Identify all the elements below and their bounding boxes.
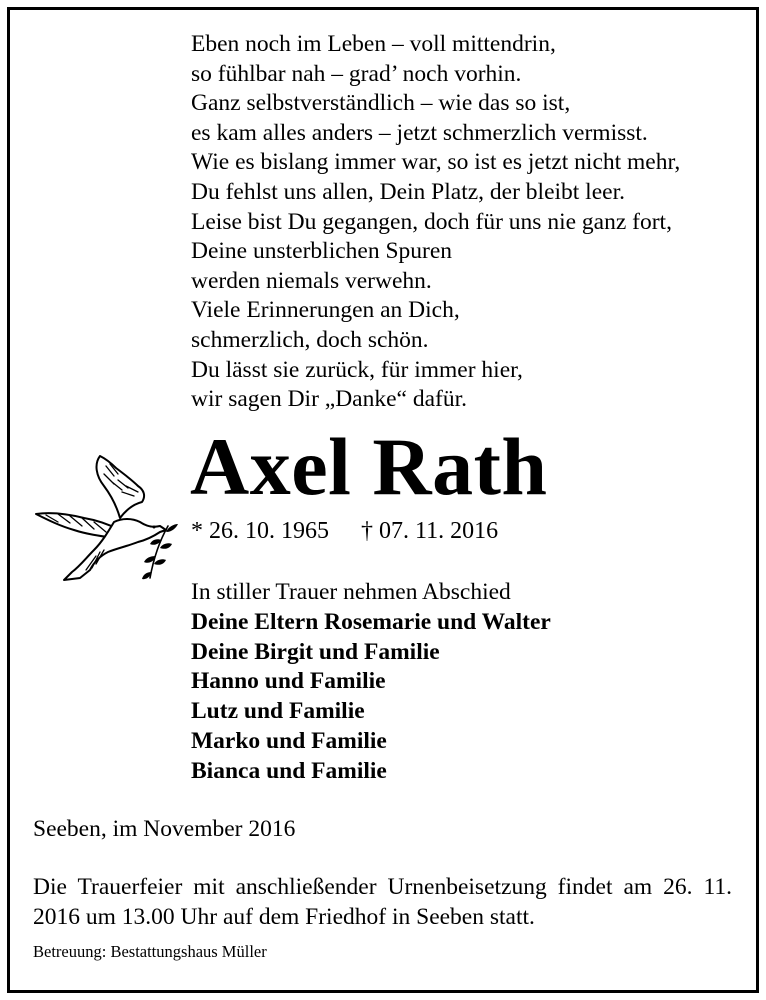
mourners-block — [191, 578, 551, 787]
death-date: † 07. 11. 2016 — [361, 518, 499, 544]
life-dates — [191, 518, 498, 545]
funeral-ceremony-notice: Die Trauerfeier mit anschließender Urnenbeisetzung findet am 26. 11. 2016 um 13.00 Uhr auf dem Friedhof in Seeben statt. — [33, 874, 732, 930]
mourner-name: Deine Eltern Rosemarie und Walter — [191, 608, 551, 635]
poem-line: wir sagen Dir „Danke“ dafür. — [191, 386, 468, 413]
poem-line: schmerzlich, doch schön. — [191, 326, 429, 353]
mourner-name: Lutz und Familie — [191, 698, 365, 725]
birth-date: * 26. 10. 1965 — [191, 518, 329, 544]
mourners-intro: In stiller Trauer nehmen Abschied — [191, 579, 511, 605]
poem-line: Wie es bislang immer war, so ist es jetzt nicht mehr, — [191, 149, 681, 176]
poem-line: Eben noch im Leben – voll mittendrin, — [191, 31, 556, 57]
funeral-home-credit: Betreuung: Bestattungshaus Müller — [33, 942, 267, 961]
poem-line: so fühlbar nah – grad’ noch vorhin. — [191, 60, 522, 87]
poem-line: Du lässt sie zurück, für immer hier, — [191, 356, 523, 383]
mourner-name: Deine Birgit und Familie — [191, 638, 440, 665]
poem-line: Deine unsterblichen Spuren — [191, 238, 453, 265]
place-and-date: Seeben, im November 2016 — [33, 816, 296, 842]
dove-with-olive-branch-icon — [34, 452, 180, 586]
poem-line: Viele Erinnerungen an Dich, — [191, 297, 460, 324]
mourner-name: Marko und Familie — [191, 727, 387, 754]
poem-line: Leise bist Du gegangen, doch für uns nie ganz fort, — [191, 208, 672, 235]
deceased-name: Axel Rath — [190, 421, 548, 512]
poem-line: werden niemals verwehn. — [191, 267, 432, 294]
mourner-name: Bianca und Familie — [191, 757, 387, 784]
mourner-name: Hanno und Familie — [191, 668, 386, 695]
poem-line: es kam alles anders – jetzt schmerzlich vermisst. — [191, 119, 648, 146]
poem — [191, 30, 680, 415]
poem-line: Ganz selbstverständlich – wie das so ist, — [191, 90, 571, 117]
poem-line: Du fehlst uns allen, Dein Platz, der bleibt leer. — [191, 178, 625, 205]
